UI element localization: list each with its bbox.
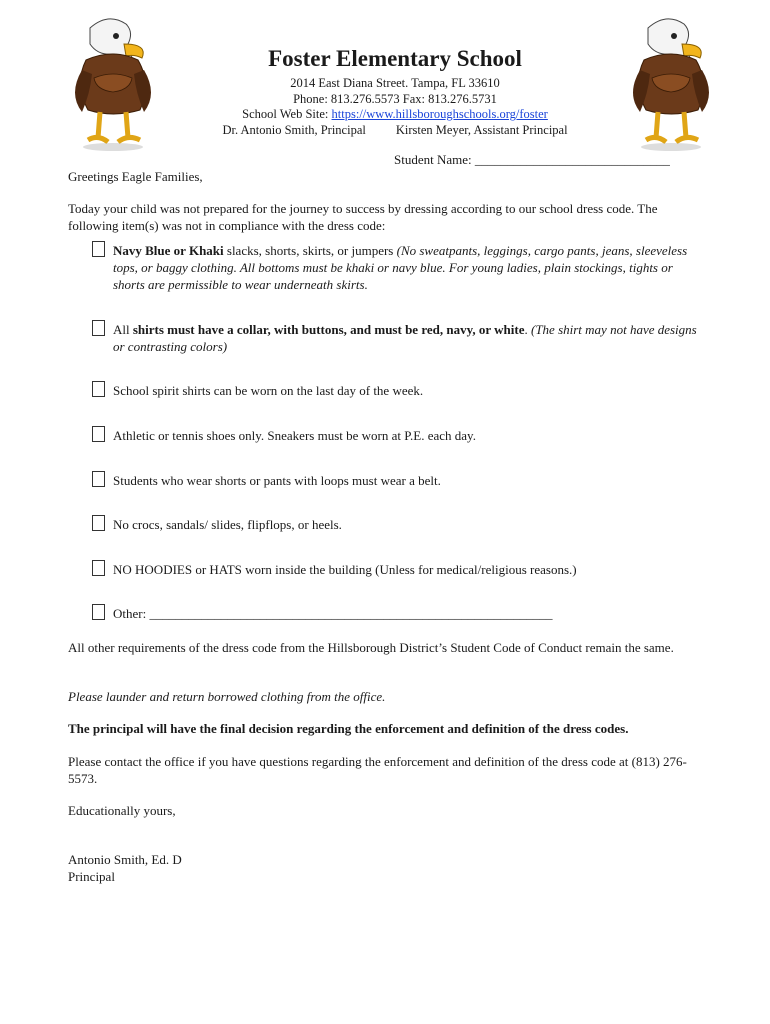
- item-6-text: No crocs, sandals/ slides, flipflops, or heels.: [113, 517, 342, 532]
- item-4-text: Athletic or tennis shoes only. Sneakers must be worn at P.E. each day.: [113, 428, 476, 443]
- item-8-text[interactable]: Other: ______________________________________________________________: [113, 606, 553, 621]
- checkbox-item-8[interactable]: [92, 604, 105, 620]
- school-phone-fax: Phone: 813.276.5573 Fax: 813.276.5731: [293, 91, 497, 106]
- item-2-bold: shirts must have a collar, with buttons, and must be red, navy, or white: [132, 322, 525, 337]
- launder-note: [68, 688, 708, 705]
- item-1-bold: Navy Blue or Khaki: [113, 243, 224, 258]
- principal-name: Dr. Antonio Smith, Principal: [222, 122, 366, 137]
- item-2-plain2: .: [524, 322, 531, 337]
- checkbox-item-1[interactable]: [92, 241, 105, 257]
- website-link[interactable]: https://www.hillsboroughschools.org/foster: [331, 107, 548, 121]
- item-1-text: [113, 242, 698, 293]
- item-2-text: [113, 321, 698, 355]
- contact-paragraph: Please contact the office if you have questions regarding the enforcement and definition of the dress code at (813) 276-5573.: [68, 754, 687, 786]
- other-requirements-paragraph: All other requirements of the dress code from the Hillsborough District’s Student Code of Conduct remain the same.: [68, 640, 674, 655]
- item-1-italic: (No sweatpants, leggings, cargo pants, jeans, sleeveless tops, or baggy clothing. All bottoms must be khaki or navy blue. For young ladies, plain stockings, tights or shorts are permissible to wear underneath skirts.: [113, 243, 688, 292]
- item-3-text: School spirit shirts can be worn on the last day of the week.: [113, 383, 424, 398]
- item-5-text: Students who wear shorts or pants with loops must wear a belt.: [113, 473, 441, 488]
- closing: Educationally yours,: [68, 803, 176, 818]
- eagle-mascot-left-icon: [68, 14, 158, 152]
- item-2-plain: All: [113, 322, 133, 337]
- eagle-mascot-right-icon: [626, 14, 716, 152]
- school-officials: [160, 123, 630, 139]
- checkbox-item-4[interactable]: [92, 426, 105, 442]
- principal-decision: [68, 720, 708, 737]
- item-7-text: NO HOODIES or HATS worn inside the building (Unless for medical/religious reasons.): [113, 562, 577, 577]
- checkbox-item-3[interactable]: [92, 381, 105, 397]
- school-address: 2014 East Diana Street. Tampa, FL 33610: [290, 76, 500, 90]
- student-name-field[interactable]: Student Name: ______________________________: [394, 152, 670, 167]
- item-1-plain: slacks, shorts, skirts, or jumpers: [223, 243, 397, 258]
- principal-decision-text: The principal will have the final decision regarding the enforcement and definition of the dress codes.: [68, 721, 629, 736]
- assistant-principal-name: Kirsten Meyer, Assistant Principal: [395, 122, 568, 137]
- school-website-line: [160, 107, 630, 123]
- website-label: School Web Site:: [242, 107, 332, 121]
- signature-name: Antonio Smith, Ed. D: [68, 852, 182, 867]
- signature-title: Principal: [68, 869, 115, 884]
- intro-paragraph: Today your child was not prepared for the journey to success by dressing according to our school dress code. The following item(s) was not in compliance with the dress code:: [68, 201, 658, 233]
- school-name-title: Foster Elementary School: [268, 46, 522, 71]
- checkbox-item-6[interactable]: [92, 515, 105, 531]
- greeting: Greetings Eagle Families,: [68, 169, 203, 184]
- launder-note-text: Please launder and return borrowed clothing from the office.: [68, 689, 386, 704]
- checkbox-item-7[interactable]: [92, 560, 105, 576]
- letterhead: [160, 44, 630, 138]
- checkbox-item-2[interactable]: [92, 320, 105, 336]
- checkbox-item-5[interactable]: [92, 471, 105, 487]
- item-2-italic: (The shirt may not have designs or contrasting colors): [113, 322, 697, 354]
